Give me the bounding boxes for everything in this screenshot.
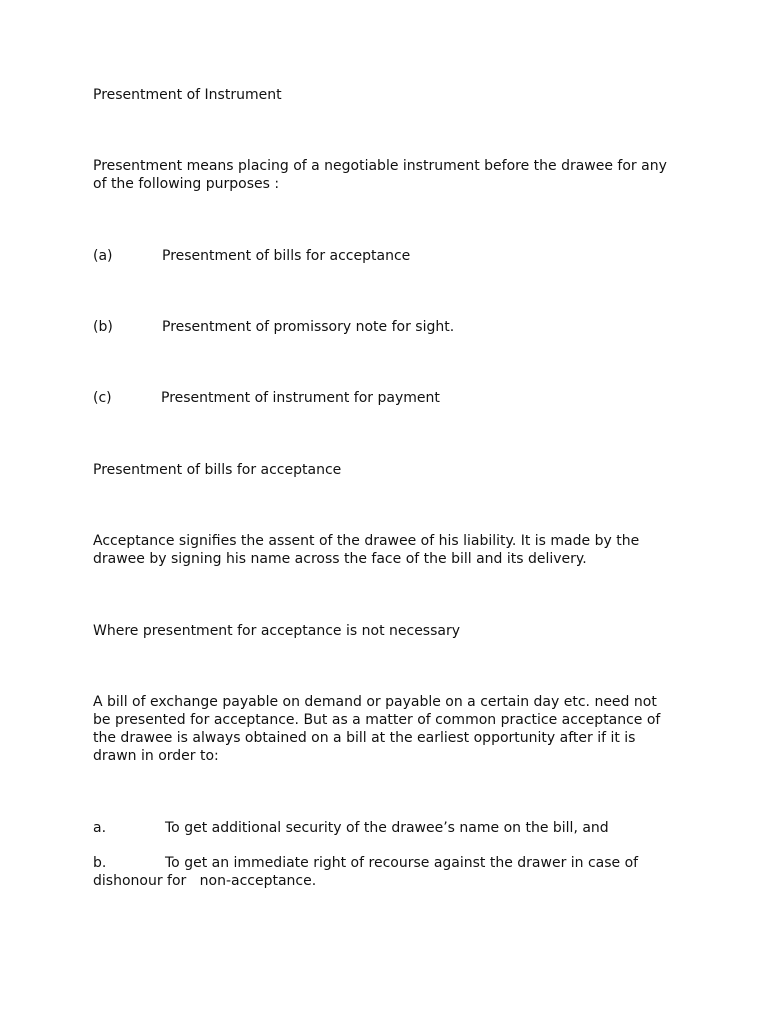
intro-line: of the following purposes :	[93, 176, 280, 192]
reason-text: To get additional security of the drawee’s name on the bill, and	[165, 820, 609, 836]
bill-line: drawn in order to:	[93, 748, 219, 764]
heading-presentment-of-bills: Presentment of bills for acceptance	[93, 462, 342, 478]
intro-line: Presentment means placing of a negotiable instrument before the drawee for any	[93, 158, 667, 174]
purpose-marker: (a)	[93, 248, 113, 264]
reason-first-line	[93, 854, 693, 872]
acceptance-paragraph	[93, 532, 693, 568]
bill-line: be presented for acceptance. But as a matter of common practice acceptance of	[93, 712, 661, 728]
purpose-marker: (c)	[93, 390, 112, 406]
reason-text-continuation: dishonour for non-acceptance.	[93, 873, 317, 889]
purpose-text: Presentment of bills for acceptance	[162, 248, 411, 264]
bill-line: A bill of exchange payable on demand or payable on a certain day etc. need not	[93, 694, 657, 710]
bill-line: the drawee is always obtained on a bill at the earliest opportunity after if it is	[93, 730, 636, 746]
reason-marker: b.	[93, 855, 107, 871]
purpose-text: Presentment of promissory note for sight.	[162, 319, 455, 335]
reason-text: To get an immediate right of recourse against the drawer in case of	[165, 855, 639, 871]
bill-paragraph	[93, 693, 693, 765]
reason-marker: a.	[93, 820, 107, 836]
purpose-text: Presentment of instrument for payment	[161, 390, 440, 406]
reason-item-b	[93, 854, 693, 890]
purpose-marker: (b)	[93, 319, 113, 335]
heading-presentment-of-instrument: Presentment of Instrument	[93, 87, 282, 103]
intro-paragraph	[93, 157, 693, 193]
acceptance-line: drawee by signing his name across the face of the bill and its delivery.	[93, 551, 587, 567]
heading-not-necessary: Where presentment for acceptance is not necessary	[93, 623, 461, 639]
acceptance-line: Acceptance signifies the assent of the drawee of his liability. It is made by the	[93, 533, 640, 549]
